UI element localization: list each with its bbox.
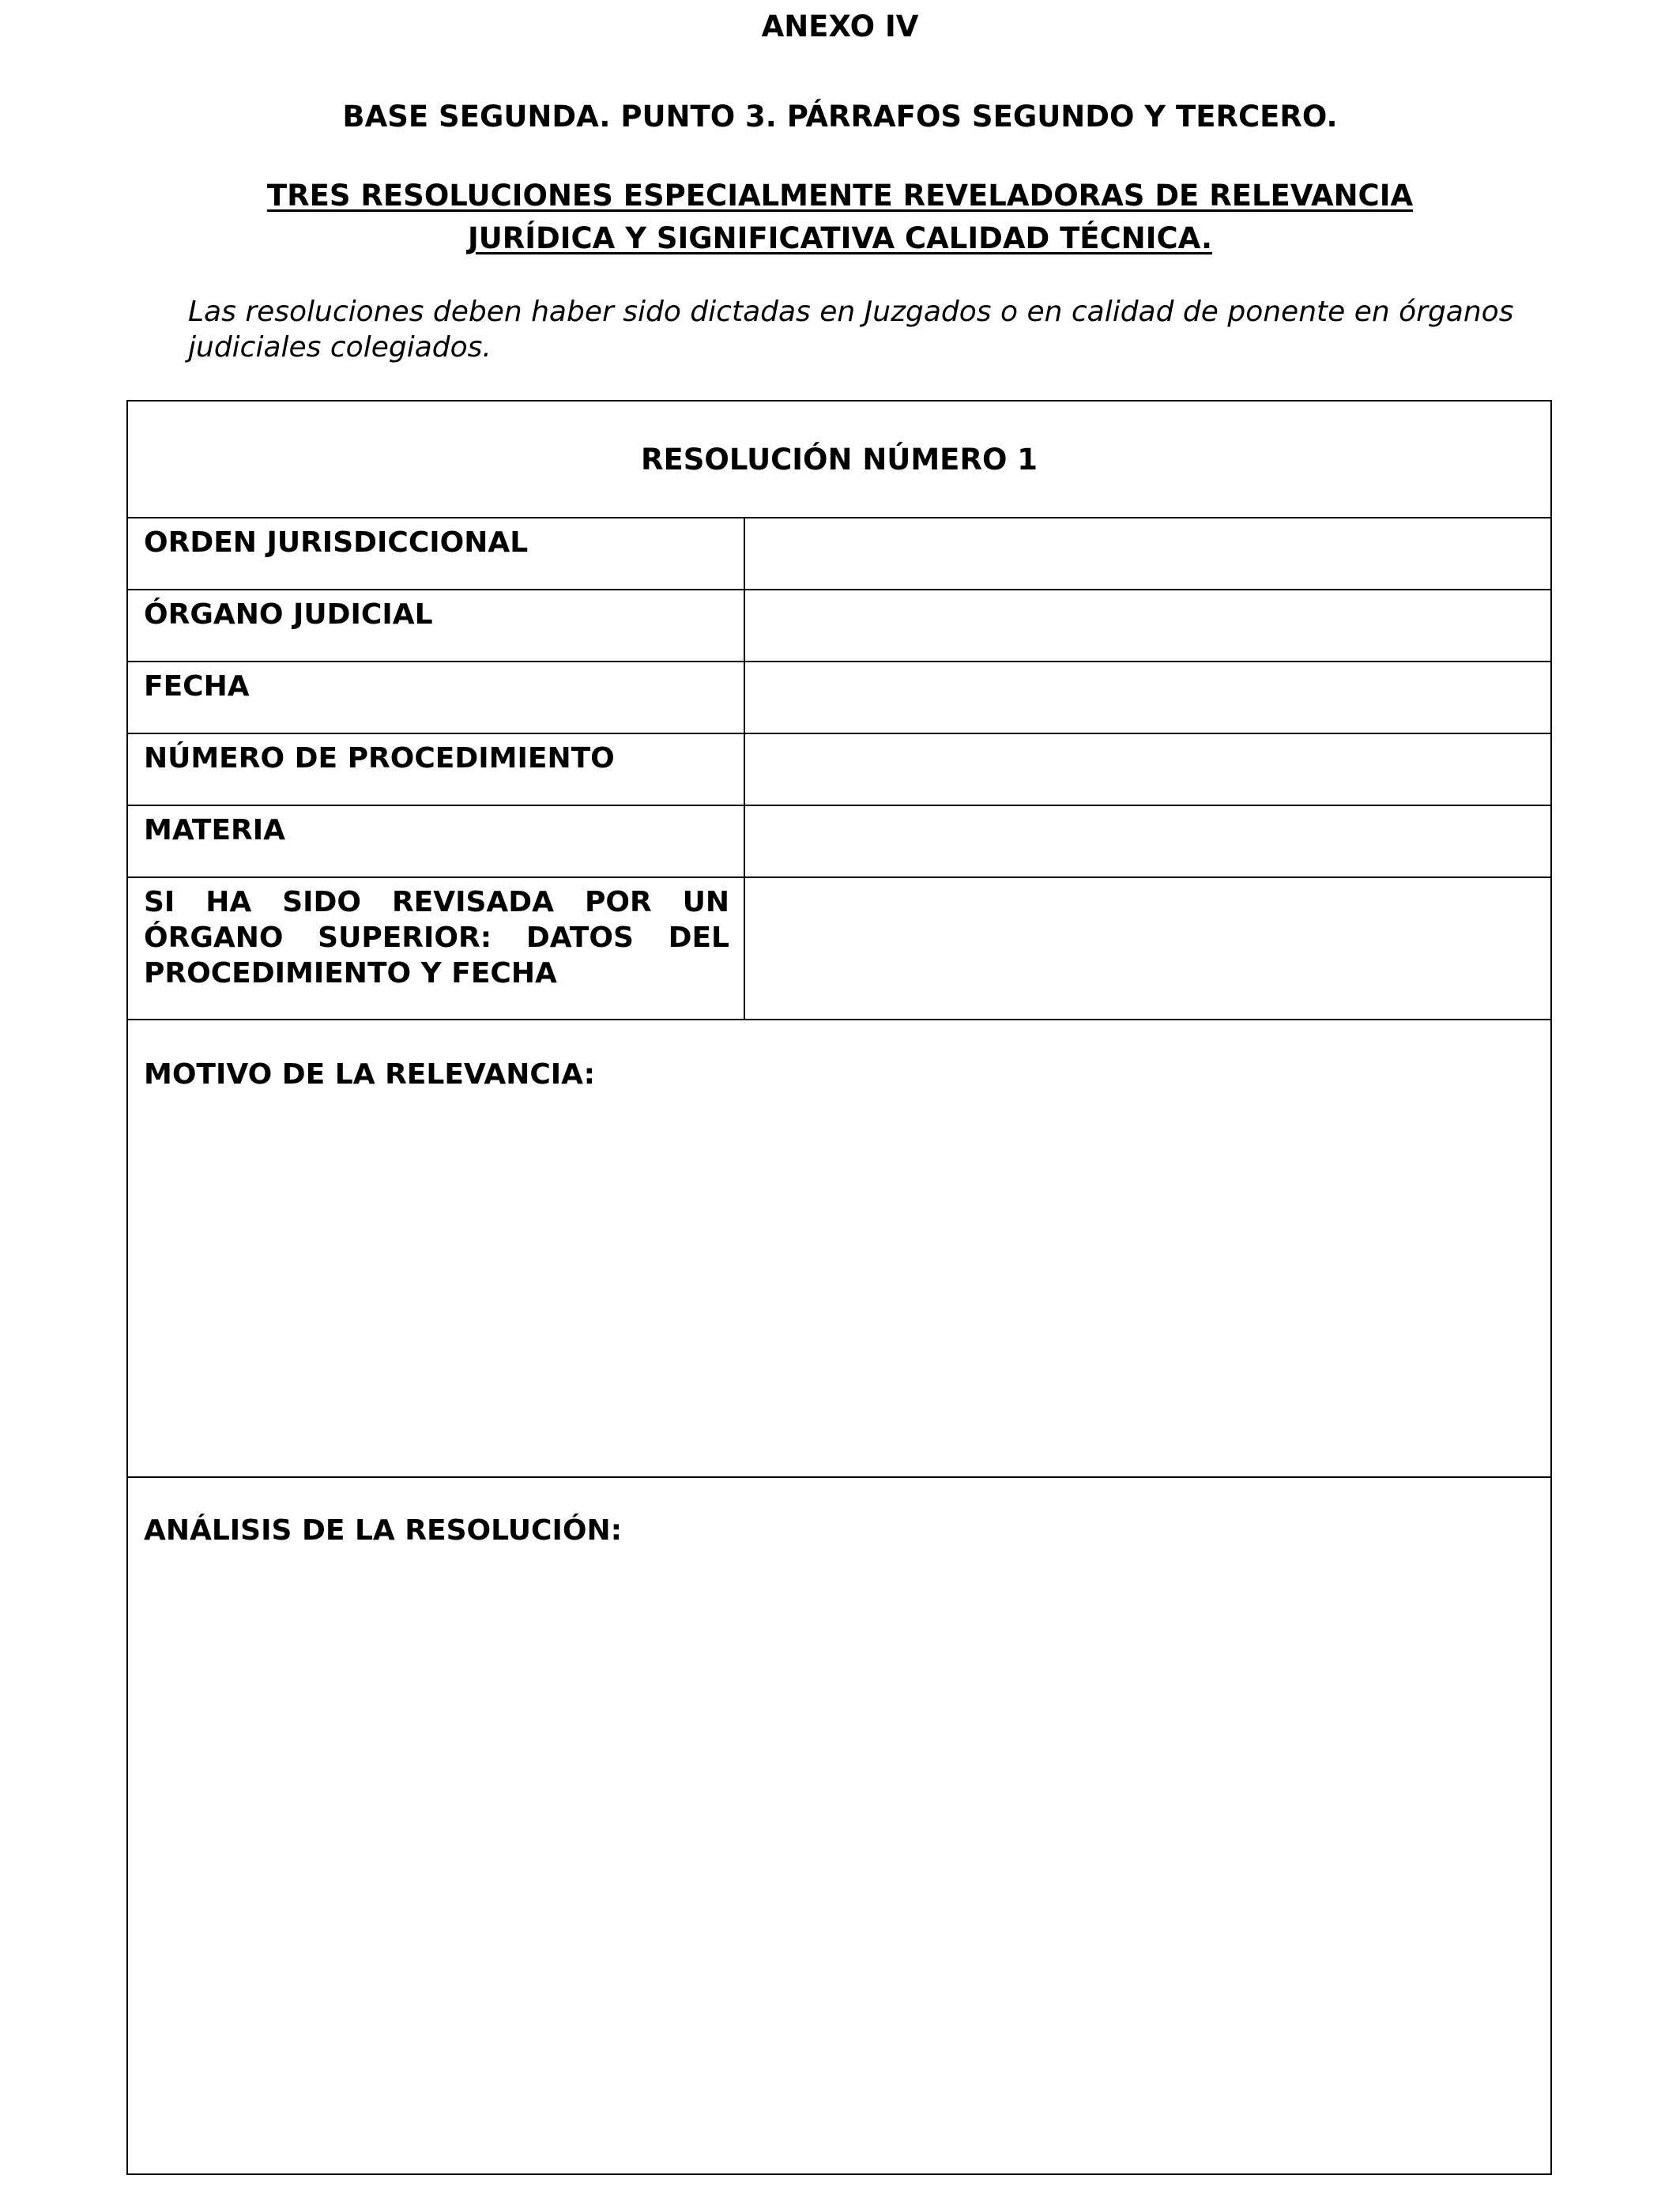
fecha-field[interactable] <box>745 662 1550 733</box>
document-heading-line-1: TRES RESOLUCIONES ESPECIALMENTE REVELADORAS DE RELEVANCIA <box>266 179 1414 213</box>
motivo-field[interactable] <box>128 1099 1550 1476</box>
field-label: FECHA <box>128 662 745 733</box>
field-row-materia <box>128 806 1550 878</box>
analisis-section <box>128 1478 1550 2173</box>
annex-title: ANEXO IV <box>761 9 919 43</box>
field-label: ORDEN JURISDICCIONAL <box>128 518 745 589</box>
field-label: MATERIA <box>128 806 745 876</box>
numero-procedimiento-field[interactable] <box>745 734 1550 805</box>
field-row-fecha <box>128 662 1550 734</box>
revision-superior-field[interactable] <box>745 878 1550 1019</box>
field-row-orden-jurisdiccional <box>128 518 1550 590</box>
analisis-field[interactable] <box>128 1557 1550 2173</box>
field-row-revision-superior <box>128 878 1550 1020</box>
field-row-organo-judicial <box>128 590 1550 662</box>
motivo-section <box>128 1020 1550 1478</box>
field-label: SI HA SIDO REVISADA POR UN ÓRGANO SUPERIOR: DATOS DEL PROCEDIMIENTO Y FECHA <box>128 878 745 1019</box>
orden-jurisdiccional-field[interactable] <box>745 518 1550 589</box>
field-label: NÚMERO DE PROCEDIMIENTO <box>128 734 745 805</box>
motivo-label: MOTIVO DE LA RELEVANCIA: <box>144 1058 596 1091</box>
organo-judicial-field[interactable] <box>745 590 1550 661</box>
base-reference: BASE SEGUNDA. PUNTO 3. PÁRRAFOS SEGUNDO Y TERCERO. <box>342 100 1338 134</box>
analisis-label: ANÁLISIS DE LA RESOLUCIÓN: <box>144 1514 622 1547</box>
document-heading-line-2: JURÍDICA Y SIGNIFICATIVA CALIDAD TÉCNICA. <box>467 221 1213 255</box>
intro-note: Las resoluciones deben haber sido dictadas en Juzgados o en calidad de ponente en órganos judiciales colegiados. <box>188 296 1514 364</box>
form-title: RESOLUCIÓN NÚMERO 1 <box>128 401 1550 518</box>
resolution-form <box>126 400 1552 2175</box>
materia-field[interactable] <box>745 806 1550 876</box>
field-label: ÓRGANO JUDICIAL <box>128 590 745 661</box>
field-row-numero-procedimiento <box>128 734 1550 806</box>
